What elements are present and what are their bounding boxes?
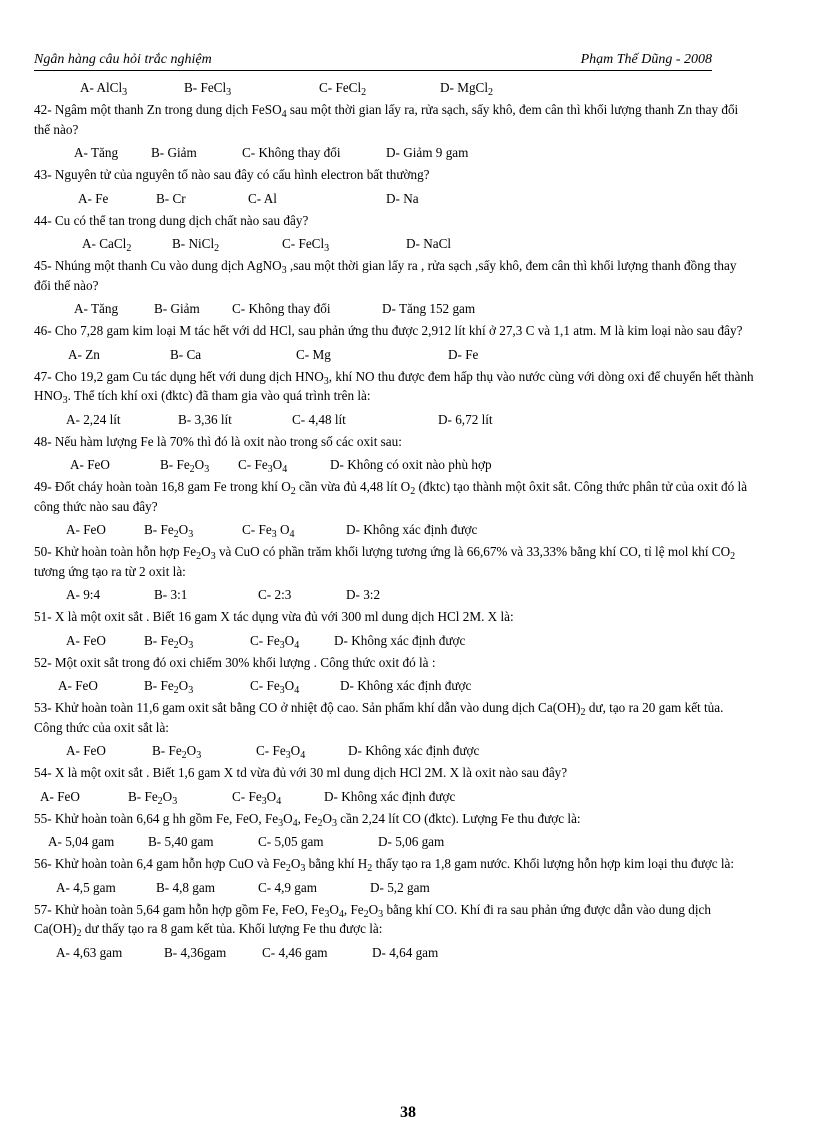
- question-text: 50- Khử hoàn toàn hỗn hợp $Fe_2O_3$ và CuO có phần trăm khối lượng tương ứng là 66,67% và 33,33% bằng khí CO, tỉ lệ mol khí $CO_2$ tương ứng tạo ra từ 2 oxit là:: [34, 544, 736, 579]
- answer-option: A- Zn: [68, 346, 100, 362]
- answer-options: [34, 877, 754, 898]
- answer-option: C- 4,48 lít: [292, 411, 346, 427]
- answer-option: B- Giảm: [154, 301, 200, 316]
- question-text: 56- Khử hoàn toàn 6,4 gam hỗn hợp CuO và $Fe_2O_3$ bằng khí $H_2$ thấy tạo ra 1,8 gam nước. Khối lượng hỗn hợp kim loại thu được là:: [34, 856, 735, 874]
- answer-option: A- AlCl$_3$: [80, 80, 128, 98]
- answer-option: B- $Fe_2O_3$: [144, 678, 194, 696]
- page-number: 38: [400, 1104, 416, 1121]
- answer-option: A- 9:4: [66, 587, 101, 602]
- answer-option: C- Mg: [296, 346, 331, 362]
- answer-options: [34, 344, 754, 365]
- answer-option: A- Fe: [78, 190, 109, 206]
- answer-option: A- FeO: [66, 522, 106, 537]
- answer-options: [34, 584, 754, 605]
- answer-option: B- $Fe_2O_3$: [152, 743, 202, 761]
- answer-option: D- Không xác định được: [324, 788, 456, 804]
- question-text: 46- Cho 7,28 gam kim loại M tác hết với dd HCl, sau phản ứng thu được 2,912 lít khí ở 27,3 C và 1,1 atm. M là kim loại nào sau đây?: [34, 323, 743, 338]
- answer-option: A- FeO: [70, 457, 110, 472]
- answer-option: C- Al: [248, 190, 277, 206]
- question-text: 44- Cu có thể tan trong dung dịch chất nào sau đây?: [34, 212, 309, 228]
- answer-option: D- 5,06 gam: [378, 834, 445, 849]
- answer-option: B- Cr: [156, 190, 186, 206]
- answer-option: A- 4,5 gam: [56, 879, 116, 895]
- answer-option: D- Giảm 9 gam: [386, 145, 469, 160]
- answer-options: [34, 786, 754, 807]
- answer-option: D- 6,72 lít: [438, 411, 493, 427]
- page-header: [34, 52, 712, 71]
- question-text: 49- Đốt cháy hoàn toàn 16,8 gam Fe trong khí $O_2$ cần vừa đủ 4,48 lít $O_2$ (đktc) tạo thành một ôxit sắt. Công thức phân tử của oxit đó là công thức nào sau đây?: [34, 479, 748, 514]
- answer-option: A- 2,24 lít: [66, 411, 121, 427]
- answer-options: [34, 142, 754, 163]
- answer-option: C- 4,46 gam: [262, 944, 328, 960]
- answer-option: C- $Fe_3$ $O_4$: [242, 522, 295, 540]
- answer-option: A- Tăng: [74, 145, 119, 160]
- answer-option: A- 5,04 gam: [48, 834, 115, 849]
- answer-option: B- 5,40 gam: [148, 834, 214, 849]
- answer-option: C- 2:3: [258, 587, 292, 602]
- answer-option: C- 5,05 gam: [258, 834, 324, 849]
- answer-option: B- 3,36 lít: [178, 411, 232, 427]
- question-text: 43- Nguyên tử của nguyên tố nào sau đây có cấu hình electron bất thường?: [34, 167, 430, 182]
- question-text: 42- Ngâm một thanh Zn trong dung dịch FeSO$_4$ sau một thời gian lấy ra, rửa sạch, sấy khô, đem cân thì khối lượng thanh Zn thay đổi thế nào?: [34, 102, 739, 137]
- answer-option: A- FeO: [40, 788, 80, 804]
- answer-option: A- 4,63 gam: [56, 944, 123, 960]
- answer-option: C- $Fe_3O_4$: [250, 632, 300, 651]
- question-text: 54- X là một oxit sắt . Biết 1,6 gam X td vừa đủ với 30 ml dung dịch HCl 2M. X là oxit nào sau đây?: [34, 765, 568, 780]
- answer-option: A- FeO: [58, 678, 98, 693]
- answer-option: B- 3:1: [154, 587, 188, 602]
- answer-options: [34, 188, 754, 209]
- answer-option: B- Ca: [170, 346, 202, 362]
- answer-option: A- CaCl$_2$: [82, 236, 132, 254]
- answer-option: B- FeCl$_3$: [184, 80, 232, 98]
- answer-option: D- 4,64 gam: [372, 944, 439, 960]
- answer-option: B- $Fe_2O_3$: [144, 522, 194, 540]
- answer-option: D- Fe: [448, 346, 479, 362]
- answer-option: B- $Fe_2O_3$: [128, 788, 178, 807]
- answer-option: A- FeO: [66, 632, 106, 648]
- answer-option: C- $Fe_3O_4$: [238, 457, 288, 475]
- question-list: [34, 74, 754, 965]
- answer-option: C- Không thay đổi: [242, 145, 341, 160]
- answer-option: D- 3:2: [346, 587, 381, 602]
- answer-option: D- MgCl$_2$: [440, 80, 493, 98]
- answer-option: C- $Fe_3O_4$: [256, 743, 306, 761]
- answer-option: B- 4,8 gam: [156, 879, 215, 895]
- answer-options: [34, 831, 754, 852]
- answer-options: [34, 298, 754, 319]
- answer-options: [34, 519, 754, 540]
- answer-option: C- FeCl$_3$: [282, 236, 330, 254]
- question-text: 55- Khử hoàn toàn 6,64 g hh gồm Fe, FeO, $Fe_3O_4$, $Fe_2O_3$ cần 2,24 lít CO (đktc). Lượng Fe thu được là:: [34, 810, 581, 829]
- answer-option: A- Tăng: [74, 301, 119, 316]
- answer-option: B- 4,36gam: [164, 944, 227, 960]
- answer-option: B- $Fe_2O_3$: [160, 457, 210, 475]
- question-text: 45- Nhúng một thanh Cu vào dung dịch AgNO$_3$ ,sau một thời gian lấy ra , rửa sạch ,sấy khô, đem cân thì khối lượng thanh đồng thay đổi thế nào?: [34, 258, 737, 293]
- answer-option: C- Không thay đổi: [232, 301, 331, 316]
- answer-option: D- Không xác định được: [340, 678, 472, 693]
- question-text: 51- X là một oxit sắt . Biết 16 gam X tác dụng vừa đủ với 300 ml dung dịch HCl 2M. X là:: [34, 609, 514, 624]
- answer-options: [34, 630, 754, 651]
- answer-options: [34, 454, 754, 475]
- answer-option: D- NaCl: [406, 236, 452, 251]
- header-title: Ngân hàng câu hỏi trắc nghiệm: [34, 52, 212, 67]
- question-text: 48- Nếu hàm lượng Fe là 70% thì đó là oxit nào trong số các oxit sau:: [34, 433, 402, 449]
- answer-option: D- Không xác định được: [334, 632, 466, 648]
- question-text: 47- Cho 19,2 gam Cu tác dụng hết với dung dịch $HNO_3$, khí NO thu được đem hấp thụ vào nước cùng với dòng oxi để chuyển hết thành $HNO_3$. Thể tích khí oxi (đktc) đã tham gia vào quá trình trên là:: [34, 368, 754, 406]
- answer-options: [34, 942, 754, 963]
- answer-option: A- FeO: [66, 743, 106, 758]
- question-text: 57- Khử hoàn toàn 5,64 gam hỗn hợp gồm Fe, FeO, $Fe_3O_4$, $Fe_2O_3$ bằng khí CO. Khí đi ra sau phản ứng được dẫn vào dung dịch $Ca(OH)_2$ dư thấy tạo ra 8 gam kết tủa. Khối lượng Fe thu được là:: [34, 901, 711, 939]
- answer-option: B- $Fe_2O_3$: [144, 632, 194, 651]
- answer-option: C- 4,9 gam: [258, 879, 317, 895]
- answer-option: B- Giảm: [151, 145, 197, 160]
- answer-option: D- Không có oxit nào phù hợp: [330, 457, 492, 472]
- answer-option: B- NiCl$_2$: [172, 236, 220, 254]
- question-text: 53- Khử hoàn toàn 11,6 gam oxit sắt bằng CO ở nhiệt độ cao. Sản phẩm khí dẫn vào dung dịch $Ca(OH)_2$ dư, tạo ra 20 gam kết tủa. Công thức của oxit sắt là:: [34, 700, 724, 735]
- answer-options: [34, 409, 754, 430]
- answer-option: D- Tăng 152 gam: [382, 301, 476, 316]
- answer-option: D- Không xác định được: [348, 743, 480, 758]
- answer-option: C- $Fe_3O_4$: [232, 788, 282, 807]
- answer-option: D- Na: [386, 190, 419, 206]
- answer-option: C- FeCl$_2$: [319, 80, 367, 98]
- answer-options: [34, 233, 754, 254]
- header-author: Phạm Thế Dũng - 2008: [580, 52, 712, 67]
- answer-option: C- $Fe_3O_4$: [250, 678, 300, 696]
- answer-options: [34, 675, 754, 696]
- question-text: 52- Một oxit sắt trong đó oxi chiếm 30% khối lượng . Công thức oxit đó là :: [34, 654, 436, 670]
- answer-option: D- Không xác định được: [346, 522, 478, 537]
- answer-options: [34, 77, 754, 98]
- answer-option: D- 5,2 gam: [370, 879, 430, 895]
- answer-options: [34, 740, 754, 761]
